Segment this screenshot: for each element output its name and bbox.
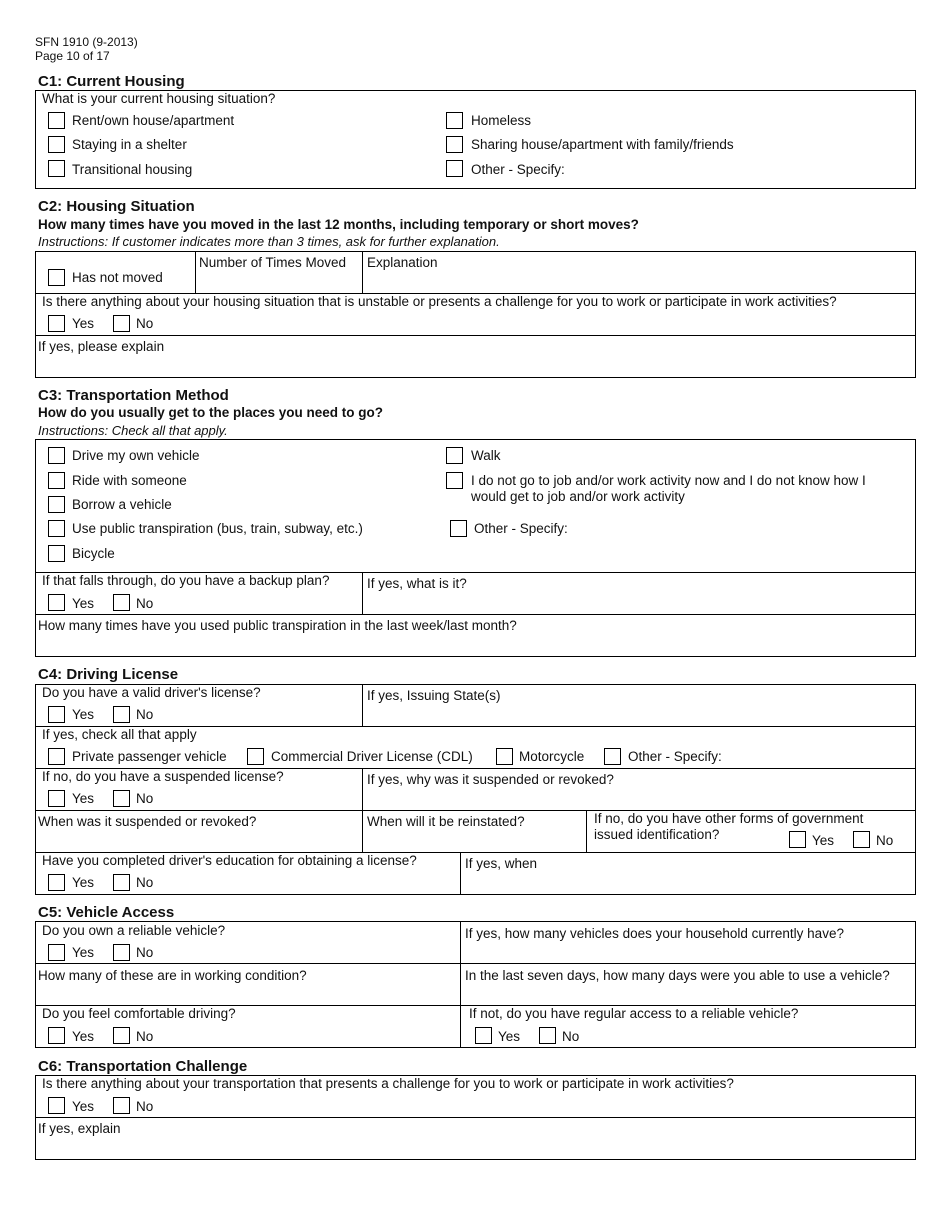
c4-suspended-no-checkbox[interactable]	[113, 790, 130, 807]
c2-explanation-label: Explanation	[367, 255, 438, 270]
c4-other-id-yes-label: Yes	[812, 833, 835, 848]
c3-divider-2	[35, 614, 916, 615]
c4-issuing-state-input[interactable]	[365, 704, 913, 724]
c4-if-yes-when-label: If yes, when	[465, 856, 538, 871]
c5-own-question: Do you own a reliable vehicle?	[42, 923, 226, 938]
c3-backup-yes-label: Yes	[72, 596, 95, 611]
c4-private-label: Private passenger vehicle	[72, 749, 227, 764]
c5-title: C5: Vehicle Access	[38, 904, 175, 921]
c4-other-id-yes-checkbox[interactable]	[789, 831, 806, 848]
form-id: SFN 1910 (9-2013)	[35, 35, 138, 49]
page-number: Page 10 of 17	[35, 49, 110, 63]
c4-issuing-state-label: If yes, Issuing State(s)	[367, 688, 501, 703]
c2-unstable-no-label: No	[136, 316, 154, 331]
c3-ride-checkbox[interactable]	[48, 472, 65, 489]
c6-no-label: No	[136, 1099, 154, 1114]
c4-valid-no-checkbox[interactable]	[113, 706, 130, 723]
c6-divider	[35, 1117, 916, 1118]
c4-col-divider-1	[362, 684, 363, 726]
c4-cdl-label: Commercial Driver License (CDL)	[271, 749, 473, 764]
c2-instructions: Instructions: If customer indicates more than 3 times, ask for further explanation.	[38, 234, 500, 249]
c4-drivers-ed-question: Have you completed driver's education for obtaining a license?	[42, 853, 417, 868]
c1-rent-checkbox[interactable]	[48, 112, 65, 129]
c5-own-yes-checkbox[interactable]	[48, 944, 65, 961]
c3-borrow-label: Borrow a vehicle	[72, 497, 172, 512]
c3-title: C3: Transportation Method	[38, 387, 229, 404]
c3-question: How do you usually get to the places you need to go?	[38, 405, 384, 420]
c4-valid-yes-label: Yes	[72, 707, 95, 722]
c1-rent-label: Rent/own house/apartment	[72, 113, 235, 128]
c1-sharing-label: Sharing house/apartment with family/friends	[471, 137, 734, 152]
c5-access-yes-checkbox[interactable]	[475, 1027, 492, 1044]
c4-when-suspended-input[interactable]	[37, 830, 359, 850]
c2-col-divider-1	[195, 251, 196, 293]
c4-suspended-yes-label: Yes	[72, 791, 95, 806]
c3-bicycle-label: Bicycle	[72, 546, 115, 561]
c2-not-moved-label: Has not moved	[72, 270, 163, 285]
c4-other-label: Other - Specify:	[628, 749, 722, 764]
c3-public-label: Use public transpiration (bus, train, subway, etc.)	[72, 521, 363, 536]
c3-backup-question: If that falls through, do you have a backup plan?	[42, 573, 330, 588]
c4-drivers-ed-yes-checkbox[interactable]	[48, 874, 65, 891]
c4-check-all-label: If yes, check all that apply	[42, 727, 197, 742]
c6-question: Is there anything about your transportation that presents a challenge for you to work or participate in work activities?	[42, 1076, 734, 1091]
c2-title: C2: Housing Situation	[38, 198, 195, 215]
c4-other-id-no-label: No	[876, 833, 894, 848]
c5-divider-1	[35, 963, 916, 964]
c5-access-no-checkbox[interactable]	[539, 1027, 556, 1044]
c3-instructions: Instructions: Check all that apply.	[38, 423, 228, 438]
c5-own-yes-label: Yes	[72, 945, 95, 960]
c5-working-input[interactable]	[37, 984, 457, 1004]
c5-days-label: In the last seven days, how many days were you able to use a vehicle?	[465, 968, 890, 983]
c2-divider-2	[35, 335, 916, 336]
c3-other-label: Other - Specify:	[474, 521, 568, 536]
c2-explain-label: If yes, please explain	[38, 339, 165, 354]
c3-walk-label: Walk	[471, 448, 501, 463]
c1-transitional-label: Transitional housing	[72, 162, 193, 177]
c2-col-divider-2	[362, 251, 363, 293]
c3-drive-own-label: Drive my own vehicle	[72, 448, 200, 463]
c4-col-divider-4	[460, 852, 461, 895]
c4-drivers-ed-yes-label: Yes	[72, 875, 95, 890]
c1-title: C1: Current Housing	[38, 73, 185, 90]
c5-access-no-label: No	[562, 1029, 580, 1044]
c5-comfortable-yes-label: Yes	[72, 1029, 95, 1044]
c1-other-checkbox[interactable]	[446, 160, 463, 177]
c3-col-divider	[362, 572, 363, 614]
c3-backup-what-label: If yes, what is it?	[367, 576, 467, 591]
c3-ride-label: Ride with someone	[72, 473, 187, 488]
c4-if-yes-when-input[interactable]	[463, 872, 913, 892]
c5-access-yes-label: Yes	[498, 1029, 521, 1044]
c2-explain-input[interactable]	[37, 356, 913, 376]
c3-borrow-checkbox[interactable]	[48, 496, 65, 513]
c4-cdl-checkbox[interactable]	[247, 748, 264, 765]
c5-comfortable-yes-checkbox[interactable]	[48, 1027, 65, 1044]
c2-unstable-yes-checkbox[interactable]	[48, 315, 65, 332]
c6-yes-label: Yes	[72, 1099, 95, 1114]
c3-public-checkbox[interactable]	[48, 520, 65, 537]
c5-comfortable-no-label: No	[136, 1029, 154, 1044]
c4-why-suspended-input[interactable]	[365, 788, 913, 808]
c1-shelter-label: Staying in a shelter	[72, 137, 187, 152]
c5-access-question: If not, do you have regular access to a reliable vehicle?	[469, 1006, 799, 1021]
c4-other-id-question: If no, do you have other forms of government issued identification?	[594, 811, 864, 842]
c5-comfortable-question: Do you feel comfortable driving?	[42, 1006, 236, 1021]
c3-dont-know-checkbox[interactable]	[446, 472, 463, 489]
c2-not-moved-checkbox[interactable]	[48, 269, 65, 286]
c2-unstable-question: Is there anything about your housing situation that is unstable or presents a challenge for you to work or participate in work activities?	[42, 294, 837, 309]
c3-backup-no-label: No	[136, 596, 154, 611]
c1-homeless-checkbox[interactable]	[446, 112, 463, 129]
c5-how-many-label: If yes, how many vehicles does your household currently have?	[465, 926, 844, 941]
c2-explanation-input[interactable]	[365, 272, 913, 292]
c4-when-suspended-label: When was it suspended or revoked?	[38, 814, 257, 829]
c5-days-input[interactable]	[463, 984, 913, 1004]
c2-question: How many times have you moved in the last 12 months, including temporary or short moves?	[38, 217, 639, 232]
c4-col-divider-2	[362, 768, 363, 852]
c5-comfortable-no-checkbox[interactable]	[113, 1027, 130, 1044]
c4-when-reinstated-input[interactable]	[365, 830, 583, 850]
c6-title: C6: Transportation Challenge	[38, 1058, 248, 1075]
c3-backup-what-input[interactable]	[365, 592, 913, 612]
c4-private-checkbox[interactable]	[48, 748, 65, 765]
c1-other-label: Other - Specify:	[471, 162, 565, 177]
c1-shelter-checkbox[interactable]	[48, 136, 65, 153]
c4-suspended-no-label: No	[136, 791, 154, 806]
c6-yes-checkbox[interactable]	[48, 1097, 65, 1114]
c4-col-divider-3	[586, 810, 587, 852]
c4-why-suspended-label: If yes, why was it suspended or revoked?	[367, 772, 614, 787]
c2-unstable-yes-label: Yes	[72, 316, 95, 331]
c3-other-checkbox[interactable]	[450, 520, 467, 537]
c4-suspended-yes-checkbox[interactable]	[48, 790, 65, 807]
c4-other-checkbox[interactable]	[604, 748, 621, 765]
c2-unstable-no-checkbox[interactable]	[113, 315, 130, 332]
c4-valid-yes-checkbox[interactable]	[48, 706, 65, 723]
c5-own-no-label: No	[136, 945, 154, 960]
c2-times-moved-label: Number of Times Moved	[199, 255, 347, 270]
c2-times-moved-input[interactable]	[197, 272, 359, 292]
c3-public-times-label: How many times have you used public transpiration in the last week/last month?	[38, 618, 517, 633]
c3-bicycle-checkbox[interactable]	[48, 545, 65, 562]
c1-homeless-label: Homeless	[471, 113, 532, 128]
c4-valid-no-label: No	[136, 707, 154, 722]
c4-motorcycle-checkbox[interactable]	[496, 748, 513, 765]
c4-drivers-ed-no-label: No	[136, 875, 154, 890]
c4-valid-question: Do you have a valid driver's license?	[42, 685, 261, 700]
c6-explain-input[interactable]	[37, 1138, 913, 1158]
c1-question: What is your current housing situation?	[42, 91, 276, 106]
c3-dont-know-label: I do not go to job and/or work activity now and I do not know how I would get to job and/or work activity	[471, 473, 866, 504]
c5-own-no-checkbox[interactable]	[113, 944, 130, 961]
c4-other-id-no-checkbox[interactable]	[853, 831, 870, 848]
c3-backup-no-checkbox[interactable]	[113, 594, 130, 611]
c4-title: C4: Driving License	[38, 666, 179, 683]
c4-drivers-ed-no-checkbox[interactable]	[113, 874, 130, 891]
c6-no-checkbox[interactable]	[113, 1097, 130, 1114]
c5-how-many-input[interactable]	[463, 942, 913, 962]
c3-drive-own-checkbox[interactable]	[48, 447, 65, 464]
c1-sharing-checkbox[interactable]	[446, 136, 463, 153]
c6-explain-label: If yes, explain	[38, 1121, 121, 1136]
c5-col-divider	[460, 921, 461, 1048]
c4-when-reinstated-label: When will it be reinstated?	[367, 814, 525, 829]
c4-suspended-question: If no, do you have a suspended license?	[42, 769, 284, 784]
c3-public-times-input[interactable]	[37, 635, 913, 655]
c1-transitional-checkbox[interactable]	[48, 160, 65, 177]
c3-backup-yes-checkbox[interactable]	[48, 594, 65, 611]
c4-motorcycle-label: Motorcycle	[519, 749, 585, 764]
c5-working-label: How many of these are in working condition?	[38, 968, 307, 983]
c3-walk-checkbox[interactable]	[446, 447, 463, 464]
